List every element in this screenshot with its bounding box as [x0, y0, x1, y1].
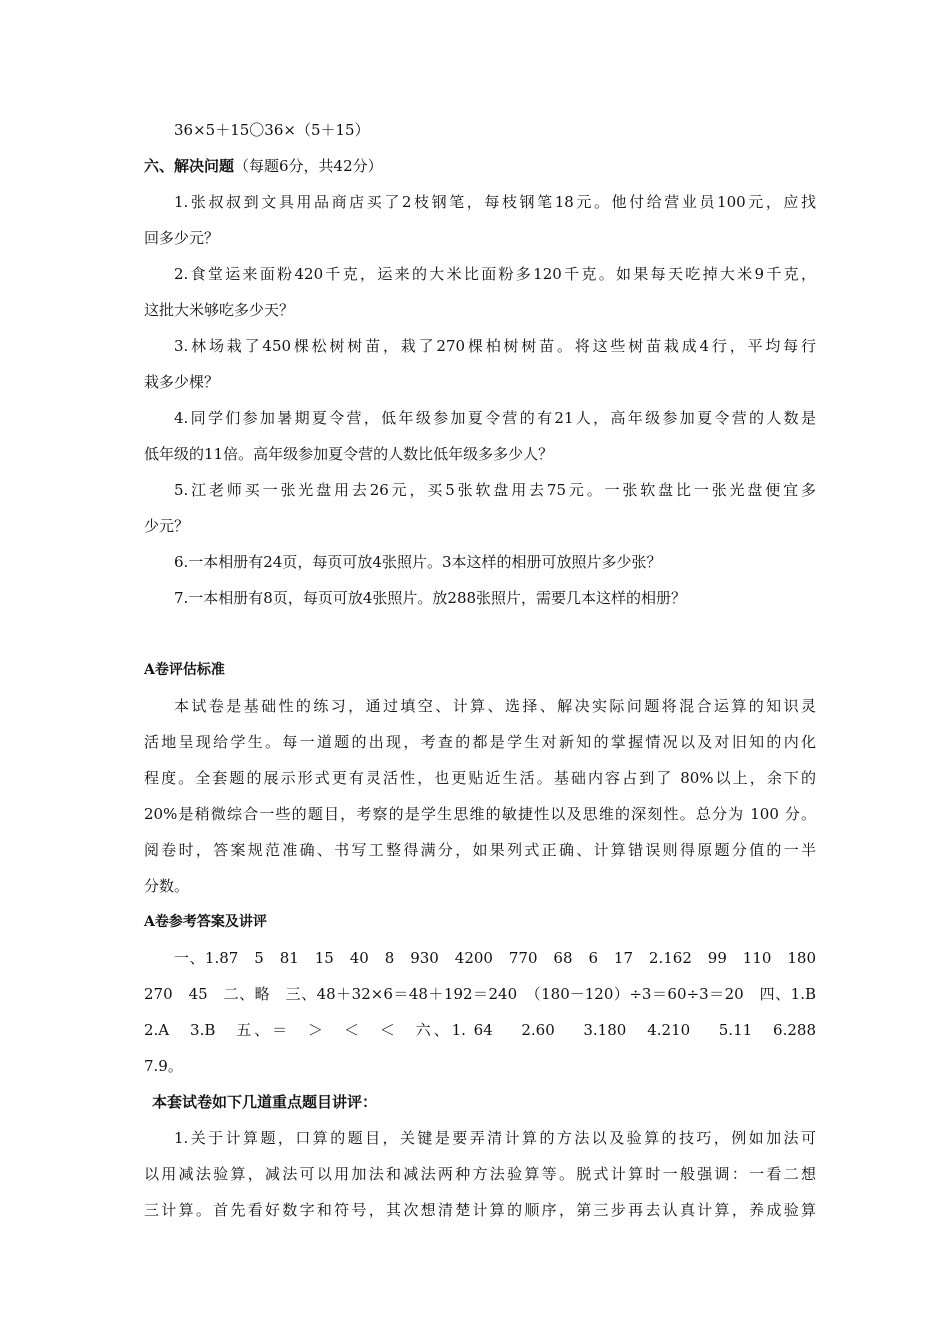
key-points-line-1: 1.关于计算题，口算的题目，关键是要弄清计算的方法以及验算的技巧，例如加法可 — [174, 1129, 816, 1147]
evaluation-line-6: 分数。 — [144, 877, 190, 895]
section-heading-6 — [144, 148, 816, 184]
comparison-expression: 36×5＋15〇36×（5＋15） — [174, 121, 370, 139]
problem-3-line-2: 栽多少棵？ — [144, 373, 220, 391]
answers-title: A卷参考答案及讲评 — [144, 914, 267, 930]
evaluation-line-5: 阅卷时，答案规范准确、书写工整得满分，如果列式正确、计算错误则得原题分值的一半 — [144, 841, 816, 859]
evaluation-line-2: 活地呈现给学生。每一道题的出现，考查的都是学生对新知的掌握情况以及对旧知的内化 — [144, 733, 816, 751]
problem-3-line-1: 3.林场栽了450棵松树树苗，栽了270棵柏树树苗。将这些树苗栽成4行，平均每行 — [174, 337, 816, 355]
key-points-line-2: 以用减法验算，减法可以用加法和减法两种方法验算等。脱式计算时一般强调：一看二想 — [144, 1165, 816, 1183]
evaluation-line-1: 本试卷是基础性的练习，通过填空、计算、选择、解决实际问题将混合运算的知识灵 — [174, 697, 816, 715]
section-note: （每题6分，共42分） — [234, 157, 383, 175]
spacer — [144, 616, 816, 652]
problem-5-line-1: 5.江老师买一张光盘用去26元，买5张软盘用去75元。一张软盘比一张光盘便宜多 — [174, 481, 816, 499]
problem-6-line-1: 6.一本相册有24页，每页可放4张照片。3本这样的相册可放照片多少张？ — [174, 553, 662, 571]
problem-5-line-2: 少元？ — [144, 517, 190, 535]
document-page — [144, 112, 816, 1228]
section-title: 六、解决问题 — [144, 157, 235, 175]
problem-1-line-1: 1.张叔叔到文具用品商店买了2枝钢笔，每枝钢笔18元。他付给营业员100元，应找 — [174, 193, 816, 211]
problem-2-line-2: 这批大米够吃多少天？ — [144, 301, 295, 319]
answers-line-3: 2.A 3.B 五、＝ ＞ ＜ ＜ 六、1. 64 2.60 3.180 4.210 5.11 6.288 — [144, 1021, 816, 1039]
key-points-title: 本套试卷如下几道重点题目讲评： — [152, 1093, 378, 1111]
problem-1-line-2: 回多少元？ — [144, 229, 220, 247]
answers-line-1: 一、1.87 5 81 15 40 8 930 4200 770 68 6 17 2.162 99 110 180 — [174, 949, 816, 967]
answers-line-4: 7.9。 — [144, 1057, 183, 1075]
problem-2-line-1: 2.食堂运来面粉420千克，运来的大米比面粉多120千克。如果每天吃掉大米9千克， — [174, 265, 816, 283]
answers-line-2: 270 45 二、略 三、48＋32×6＝48＋192＝240 （180－120）÷3＝60÷3＝20 四、1.B — [144, 985, 816, 1003]
problem-4-line-2: 低年级的11倍。高年级参加夏令营的人数比低年级多多少人？ — [144, 445, 554, 463]
problem-4-line-1: 4.同学们参加暑期夏令营，低年级参加夏令营的有21人，高年级参加夏令营的人数是 — [174, 409, 816, 427]
evaluation-line-3: 程度。全套题的展示形式更有灵活性，也更贴近生活。基础内容占到了 80%以上，余下的 — [144, 769, 816, 787]
key-points-line-3: 三计算。首先看好数字和符号，其次想清楚计算的顺序，第三步再去认真计算，养成验算 — [144, 1201, 816, 1219]
evaluation-title: A卷评估标准 — [144, 662, 225, 678]
problem-7-line-1: 7.一本相册有8页，每页可放4张照片。放288张照片，需要几本这样的相册？ — [174, 589, 687, 607]
evaluation-line-4: 20%是稍微综合一些的题目，考察的是学生思维的敏捷性以及思维的深刻性。总分为 100 分。 — [144, 805, 816, 823]
